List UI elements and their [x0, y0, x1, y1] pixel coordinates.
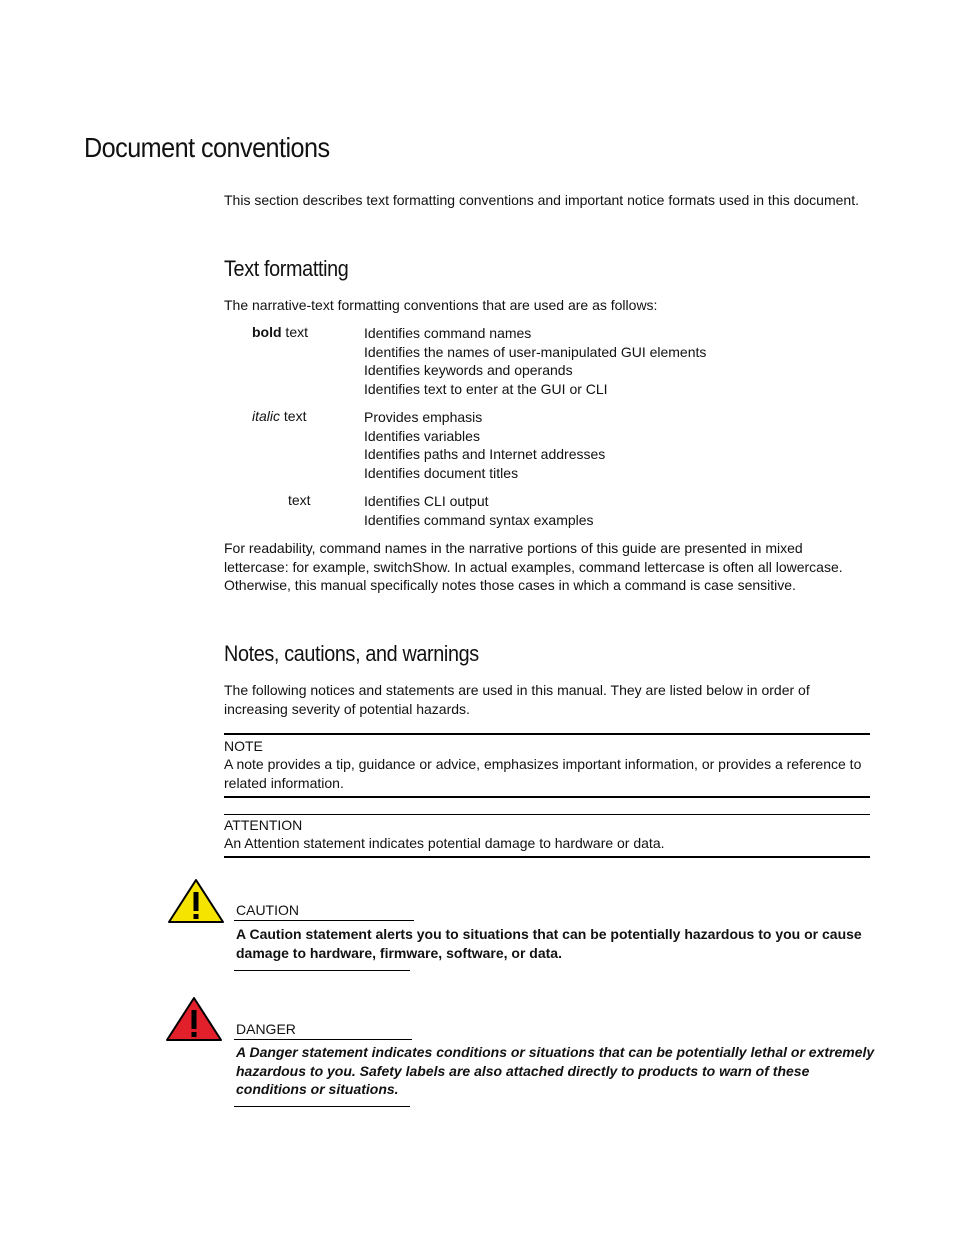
attention-top-rule — [224, 814, 870, 815]
caution-title: CAUTION — [236, 902, 299, 918]
defs-italic — [364, 408, 605, 482]
attention-bottom-rule — [224, 856, 870, 858]
def-item: Identifies document titles — [364, 464, 519, 481]
command-switchshow: switchShow — [373, 558, 447, 575]
term-bold — [252, 324, 308, 340]
def-item: Provides emphasis — [364, 409, 483, 425]
danger-bottom-rule — [234, 1106, 410, 1107]
text-formatting-intro: The narrative-text formatting conventions that are used are as follows: — [224, 297, 658, 313]
caution-warning-icon — [167, 878, 225, 924]
danger-text: A Danger statement indicates conditions or situations that can be potentially lethal or extremely hazardous to you. Safety labels are also attached directly to products to warn of these conditions or situations. — [236, 1044, 875, 1098]
note-title: NOTE — [224, 738, 263, 754]
term-code-rest: text — [288, 492, 311, 508]
danger-title: DANGER — [236, 1021, 296, 1037]
caution-bottom-rule — [234, 970, 410, 971]
danger-title-rule — [234, 1039, 412, 1040]
term-bold-em: bold — [252, 324, 282, 340]
page-title: Document conventions — [84, 132, 330, 163]
def-item: Identifies command names — [364, 325, 532, 341]
notices-heading: Notes, cautions, and warnings — [224, 641, 479, 666]
readability-before: For readability, command names in the narrative portions of this guide are presented in mixed lettercase: for example, — [224, 540, 803, 575]
def-item: Identifies text to enter at the GUI or CLI — [364, 380, 608, 397]
attention-title: ATTENTION — [224, 817, 303, 833]
intro-paragraph: This section describes text formatting conventions and important notice formats used in this document. — [224, 192, 859, 208]
text-formatting-heading: Text formatting — [224, 256, 349, 281]
defs-bold — [364, 324, 706, 398]
def-item: Identifies CLI output — [364, 493, 489, 509]
attention-text: An Attention statement indicates potential damage to hardware or data. — [224, 835, 665, 851]
term-italic — [252, 408, 306, 424]
caution-title-rule — [234, 920, 414, 921]
def-item: Identifies the names of user-manipulated GUI elements — [364, 343, 707, 360]
note-bottom-rule — [224, 796, 870, 798]
def-item: Identifies command syntax examples — [364, 511, 594, 528]
note-top-rule — [224, 733, 870, 735]
note-text: A note provides a tip, guidance or advice, emphasizes important information, or provides a reference to related information. — [224, 756, 862, 791]
readability-paragraph — [224, 539, 848, 595]
def-item: Identifies paths and Internet addresses — [364, 446, 606, 463]
notices-intro: The following notices and statements are used in this manual. They are listed below in order of increasing severity of potential hazards. — [224, 682, 810, 717]
readability-after: . In actual examples, command lettercase is often all lowercase. Otherwise, this manual specifically notes those cases in which a command is case sensitive. — [224, 558, 843, 594]
defs-code — [364, 492, 594, 529]
caution-text: A Caution statement alerts you to situations that can be potentially hazardous to you or cause damage to hardware, firmware, software, or data. — [236, 926, 862, 961]
def-item: Identifies variables — [364, 427, 480, 444]
term-italic-em: italic — [252, 408, 281, 424]
term-italic-rest: text — [280, 408, 307, 424]
term-code — [288, 492, 311, 508]
def-item: Identifies keywords and operands — [364, 362, 573, 379]
danger-warning-icon — [165, 996, 223, 1042]
term-bold-rest: text — [281, 324, 309, 340]
